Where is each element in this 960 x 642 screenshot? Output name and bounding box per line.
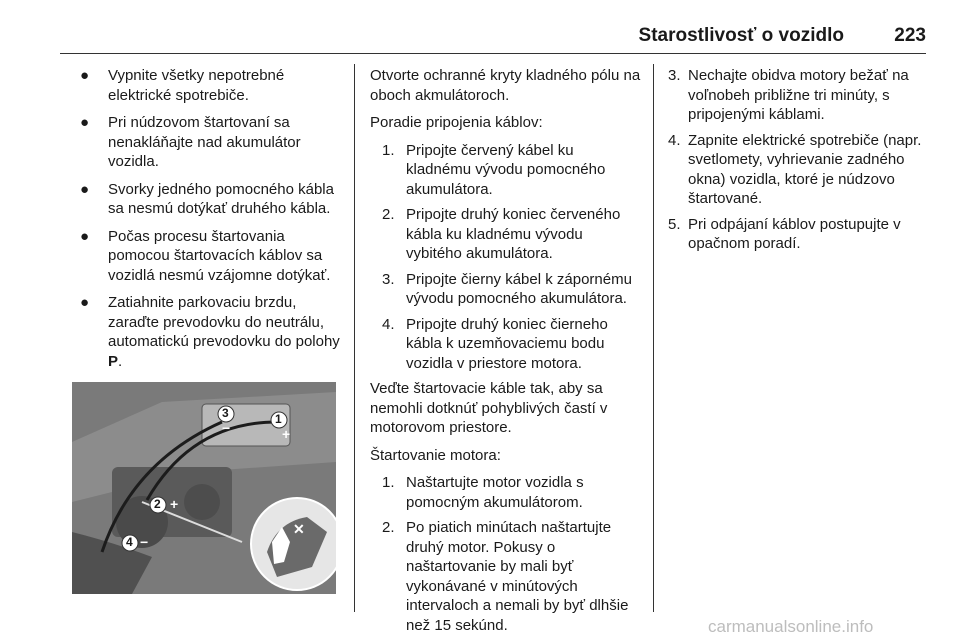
step-text: Pripojte druhý koniec červeného kábla ku kladnému vývodu vybitého akumulátora.: [406, 206, 621, 262]
list-item: [72, 113, 344, 172]
bullet-icon: ●: [80, 294, 90, 311]
column-divider: [653, 64, 654, 612]
step-text: Pripojte druhý koniec čierneho kábla k uzemňovaciemu bodu vozidla v priestore motora.: [406, 315, 608, 372]
jump-start-figure: [72, 382, 336, 594]
minus-sign: −: [222, 420, 231, 436]
plus-sign: +: [170, 496, 179, 512]
list-item: [72, 227, 344, 286]
page-header: [60, 25, 926, 49]
bullet-text: Pri núdzovom štartovaní sa nenakláňajte nad akumulátor vozidla.: [108, 114, 301, 170]
sequence-heading: Poradie pripojenia káblov:: [370, 114, 543, 131]
step-number: 3.: [382, 270, 395, 288]
bullet-icon: ●: [80, 227, 90, 245]
list-item: [382, 141, 642, 200]
minus-sign: −: [140, 534, 149, 550]
figure-label-4: 4: [126, 535, 133, 549]
step-text: Nechajte obidva motory bežať na voľnobeh približne tri minúty, s pripojenými káblami.: [688, 67, 909, 123]
plus-sign: +: [282, 426, 291, 442]
bullet-text: Vypnite všetky nepotrebné elektrické spotrebiče.: [108, 67, 285, 104]
page-number: 223: [894, 25, 926, 46]
step-text: Pri odpájaní káblov postupujte v opačnom poradí.: [688, 215, 901, 252]
routing-paragraph: Veďte štartovacie káble tak, aby sa nemohli dotknúť pohyblivých častí v motorovom priestore.: [370, 380, 608, 436]
column-middle: [370, 66, 642, 641]
step-number: 2.: [382, 519, 395, 536]
list-item: [382, 518, 642, 635]
step-number: 5.: [668, 215, 681, 233]
step-number: 3.: [668, 67, 681, 84]
list-item: [668, 66, 930, 125]
list-item: [382, 315, 642, 374]
step-text: Naštartujte motor vozidla s pomocným akumulátorom.: [406, 474, 584, 511]
start-heading: Štartovanie motora:: [370, 446, 501, 464]
column-right: [668, 66, 930, 260]
figure-label-2: 2: [154, 497, 161, 511]
list-item: [72, 66, 344, 105]
list-item: [72, 293, 344, 371]
step-text: Pripojte červený kábel ku kladnému vývodu pomocného akumulátora.: [406, 141, 606, 198]
bullet-text: Počas procesu štartovania pomocou štartovacích káblov sa vozidlá nesmú vzájomne dotýkať.: [108, 227, 331, 284]
page-title: Starostlivosť o vozidlo: [638, 25, 844, 46]
figure-label-1: 1: [275, 412, 282, 426]
bullet-icon: ●: [80, 114, 90, 131]
step-text: Po piatich minútach naštartujte druhý motor. Pokusy o naštartovanie by mali byť vykonávané v minútových intervaloch a nemali by byť dlhšie než 15 sekúnd.: [406, 519, 629, 634]
bullet-icon: ●: [80, 67, 90, 84]
column-left: [72, 66, 344, 379]
step-number: 1.: [382, 141, 395, 159]
step-number: 4.: [668, 131, 681, 149]
step-number: 4.: [382, 315, 395, 333]
step-number: 1.: [382, 474, 395, 491]
step-text: Zapnite elektrické spotrebiče (napr. svetlomety, vyhrievanie zadného okna) vozidla, ktoré je núdzovo štartované.: [688, 131, 922, 207]
list-item: [668, 215, 930, 254]
list-item: [382, 473, 642, 512]
bullet-icon: ●: [80, 180, 90, 198]
step-number: 2.: [382, 206, 395, 223]
list-item: [382, 205, 642, 264]
column-divider: [354, 64, 355, 612]
bullet-end: .: [118, 352, 123, 370]
intro-paragraph: Otvorte ochranné kryty kladného pólu na oboch akmulátoroch.: [370, 67, 641, 104]
svg-text:✕: ✕: [293, 521, 305, 537]
figure-label-3: 3: [222, 406, 229, 420]
watermark: carmanualsonline.info: [708, 617, 874, 636]
bullet-text: Zatiahnite parkovaciu brzdu, zaraďte prevodovku do neutrálu, automatickú prevodovku do polohy: [108, 294, 340, 350]
bullet-text: Svorky jedného pomocného kábla sa nesmú dotýkať druhého kábla.: [108, 180, 334, 217]
list-item: [72, 180, 344, 219]
header-rule: [60, 53, 926, 54]
list-item: [382, 270, 642, 309]
gear-position: P: [108, 352, 119, 370]
engine-bay-illustration: [72, 382, 336, 594]
list-item: [668, 131, 930, 209]
step-text: Pripojte čierny kábel k zápornému vývodu pomocného akumulátora.: [406, 270, 632, 307]
